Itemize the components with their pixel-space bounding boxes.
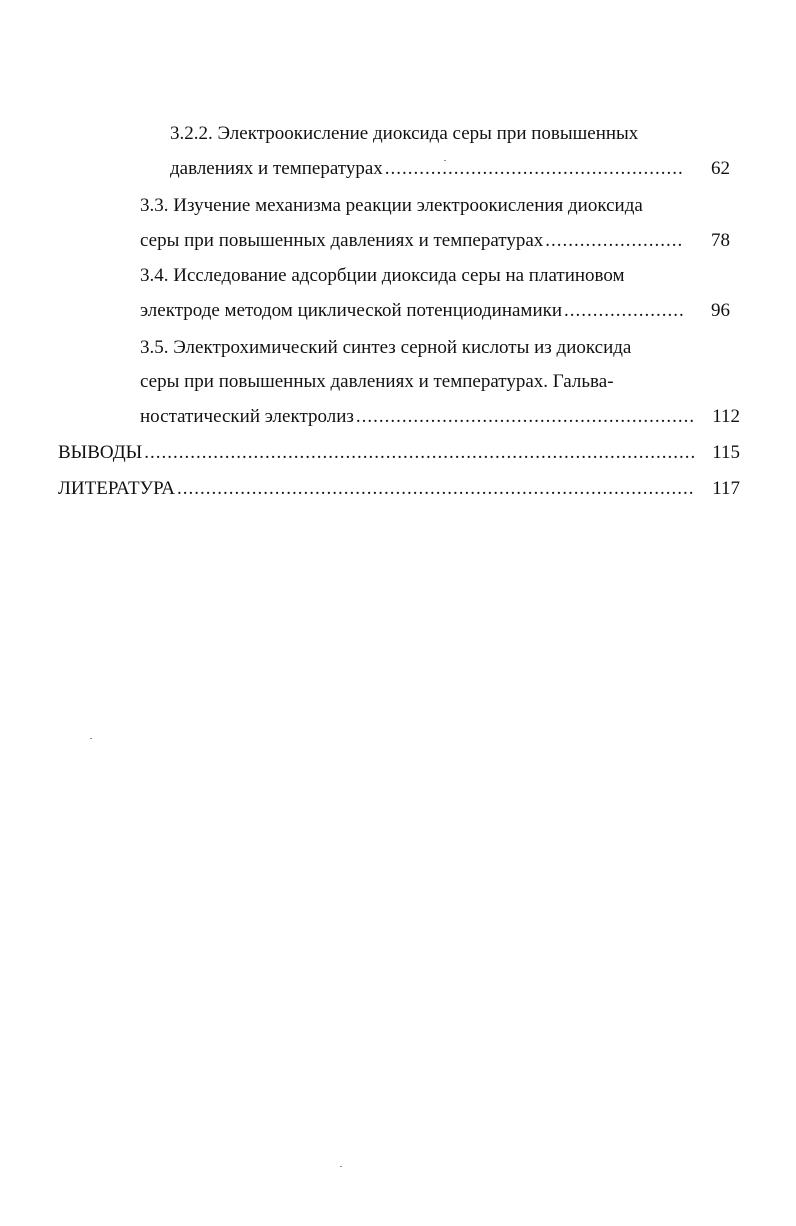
toc-entry-3-5-line1: 3.5. Электрохимический синтез серной кислоты из диоксида (140, 337, 632, 358)
toc-entry-3-3-line2 (140, 229, 730, 253)
page-number: 78 (711, 230, 730, 251)
toc-entry-3-4-line1: 3.4. Исследование адсорбции диоксида серы на платиновом (140, 265, 625, 286)
toc-entry-text: ВЫВОДЫ (58, 442, 143, 463)
page-number: 115 (712, 442, 740, 463)
dot-leader (385, 157, 684, 181)
toc-entry-text: ностатический электролиз (140, 406, 354, 427)
dot-leader (356, 405, 694, 429)
dot-leader (144, 441, 694, 465)
dot-leader (177, 477, 694, 501)
scan-speck (90, 738, 92, 739)
page-number: 96 (711, 300, 730, 321)
page-number: 117 (712, 478, 740, 499)
toc-entry-text: ЛИТЕРАТУРА (58, 478, 175, 499)
toc-entry-3-3-line1: 3.3. Изучение механизма реакции электроокисления диоксида (140, 195, 643, 216)
toc-entry-text: серы при повышенных давлениях и температурах (140, 230, 544, 251)
toc-entry-text: давлениях и температурах (170, 158, 383, 179)
toc-entry-3-5-line3 (140, 405, 740, 429)
toc-entry-conclusions (58, 441, 740, 465)
scan-speck (340, 1166, 342, 1167)
dot-leader (545, 229, 684, 253)
dot-leader (564, 299, 684, 323)
toc-entry-3-2-2-line1: 3.2.2. Электроокисление диоксида серы при повышенных (170, 123, 639, 144)
toc-entry-3-4-line2 (140, 299, 730, 323)
page-number: 112 (712, 406, 740, 427)
toc-entry-literature (58, 477, 740, 501)
page-number: 62 (711, 158, 730, 179)
toc-entry-3-2-2-line2 (170, 157, 730, 181)
scan-speck (444, 160, 446, 161)
toc-entry-text: электроде методом циклической потенциодинамики (140, 300, 563, 321)
toc-entry-3-5-line2: серы при повышенных давлениях и температурах. Гальва- (140, 371, 614, 392)
